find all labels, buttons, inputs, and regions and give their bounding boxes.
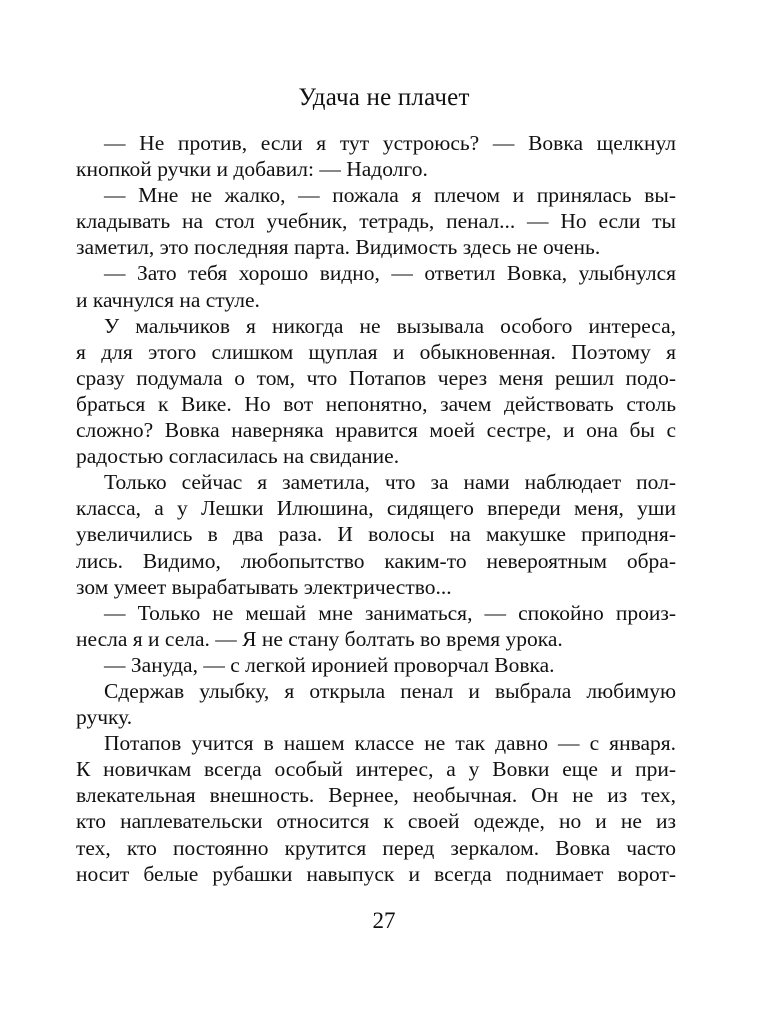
text-line: влекательная внешность. Вернее, необычная. Он не из тех, [76, 783, 676, 808]
text-line: — Только не мешай мне заниматься, — спокойно произ- [104, 600, 676, 625]
text-line: ручку. [76, 705, 133, 730]
text-line: и качнулся на стуле. [76, 287, 260, 312]
text-line: класса, а у Лешки Илюшина, сидящего впереди меня, уши [76, 496, 676, 521]
text-line: — Зато тебя хорошо видно, — ответил Вовка, улыбнулся [104, 261, 676, 286]
page-number: 27 [372, 908, 396, 933]
text-line: кладывать на стол учебник, тетрадь, пенал... — Но если ты [76, 209, 676, 234]
text-line: браться к Вике. Но вот непонятно, зачем действовать столь [76, 391, 676, 416]
text-line: увеличились в два раза. И волосы на макушке приподня- [76, 522, 676, 547]
text-line: носит белые рубашки навыпуск и всегда поднимает ворот- [76, 861, 676, 886]
text-line: зом умеет вырабатывать электричество... [76, 574, 452, 599]
text-line: несла я и села. — Я не стану болтать во время урока. [76, 626, 563, 651]
text-line: сразу подумала о том, что Потапов через меня решил подо- [76, 365, 676, 390]
text-line: — Мне не жалко, — пожала я плечом и принялась вы- [104, 183, 676, 208]
text-line: кнопкой ручки и добавил: — Надолго. [76, 157, 428, 182]
text-line: У мальчиков я никогда не вызывала особого интереса, [104, 313, 676, 338]
text-line: я для этого слишком щуплая и обыкновенная. Поэтому я [76, 339, 676, 364]
text-line: тех, кто постоянно крутится перед зеркалом. Вовка часто [76, 835, 676, 860]
text-line: Потапов учится в нашем классе не так давно — с января. [104, 731, 676, 756]
running-title: Удача не плачет [298, 84, 470, 111]
text-line: сложно? Вовка наверняка нравится моей сестре, и она бы с [76, 418, 676, 443]
text-line: Сдержав улыбку, я открыла пенал и выбрала любимую [104, 678, 676, 703]
text-line: кто наплевательски относится к своей одежде, но и не из [76, 809, 676, 834]
text-line: заметил, это последняя парта. Видимость здесь не очень. [76, 235, 601, 260]
body-text [76, 130, 676, 887]
text-line: К новичкам всегда особый интерес, а у Вовки еще и при- [76, 757, 676, 782]
text-line: — Зануда, — с легкой иронией проворчал Вовка. [104, 652, 555, 677]
text-line: радостью согласилась на свидание. [76, 444, 400, 469]
text-line: — Не против, если я тут устроюсь? — Вовка щелкнул [104, 131, 676, 155]
text-line: Только сейчас я заметила, что за нами наблюдает пол- [104, 470, 676, 495]
text-line: лись. Видимо, любопытство каким-то невероятным обра- [76, 548, 676, 573]
